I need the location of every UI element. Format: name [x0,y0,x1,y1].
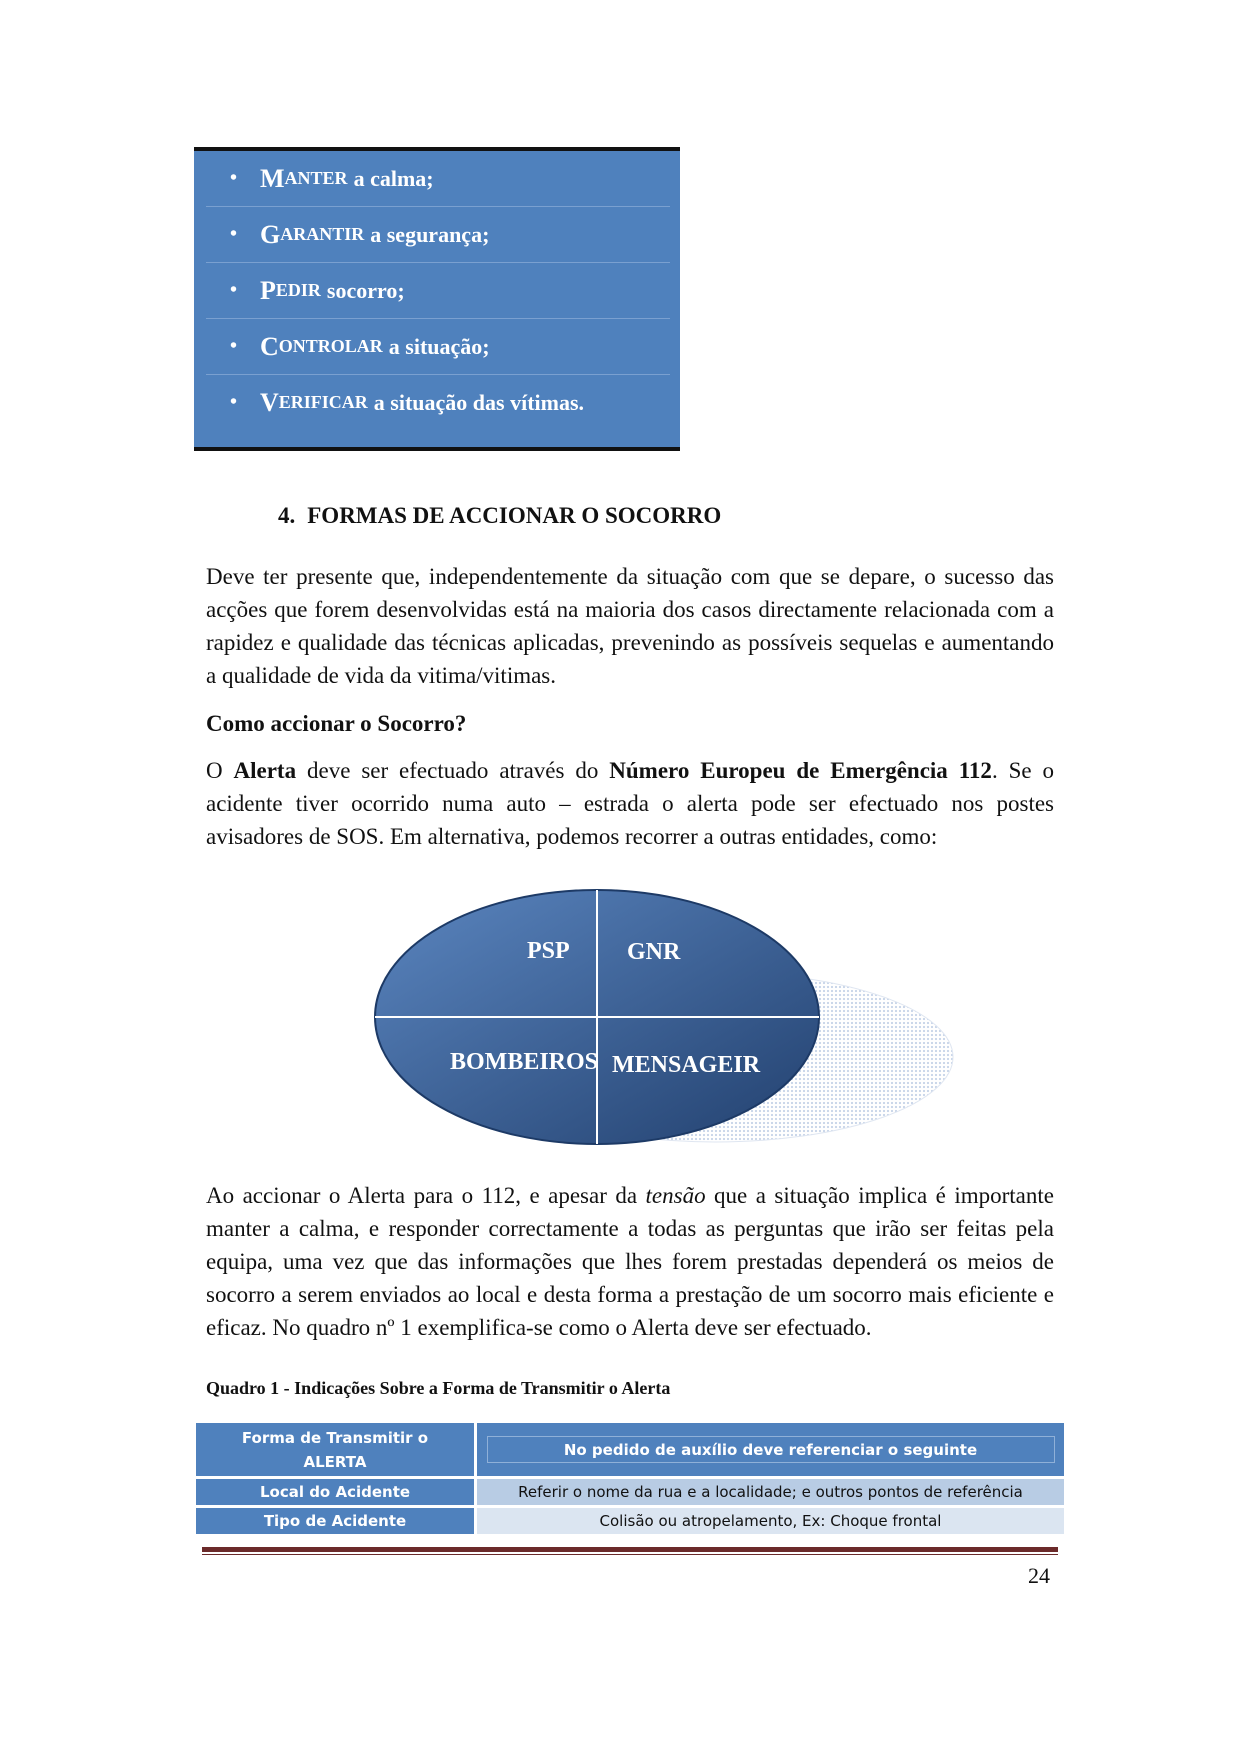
step-initial: V [260,387,279,417]
step-text: socorro; [326,277,405,303]
text-run: . Se o acidente tiver ocorrido numa auto – estrada o alerta pode ser efectuado nos postes avisadores de SOS. Em alternativa, podemos recorrer a outras entidades, como: [206,758,1054,849]
step-text: a segurança; [370,221,490,247]
step-keyword: ARANTIR [280,224,365,244]
step-item [206,319,670,375]
intro-paragraph: Deve ter presente que, independentemente da situação com que se depare, o sucesso das acções que forem desenvolvidas está na maioria dos casos directamente relacionada com a rapidez e qualidade das técnicas aplicadas, prevenindo as possíveis sequelas e aumentando a qualidade de vida da vitima/vitimas. [206,564,1054,688]
bullet-icon: • [230,391,238,413]
diagram-label-bombeiros: BOMBEIROS [450,1049,599,1075]
bold-run: Alerta [233,758,297,783]
text-run: O [206,758,234,783]
steps-list [194,151,680,430]
header-right-text: No pedido de auxílio deve referenciar o seguinte [487,1436,1055,1463]
step-initial: P [260,275,276,305]
table-row [196,1479,1064,1505]
diagram-label-mensageiro: MENSAGEIR [612,1052,761,1078]
footer-rule [202,1547,1058,1552]
step-initial: G [260,219,281,249]
step-item [206,375,670,430]
row-label: Tipo de Acidente [196,1508,474,1534]
row-value: Referir o nome da rua e a localidade; e outros pontos de referência [477,1479,1064,1505]
bullet-icon: • [230,223,238,245]
row-value: Colisão ou atropelamento, Ex: Choque frontal [477,1508,1064,1534]
alert-table [196,1423,1064,1537]
step-text: a situação das vítimas. [373,389,585,415]
step-item [206,151,670,207]
steps-box [194,147,680,451]
page-number: 24 [1028,1563,1050,1588]
text-run: deve ser efectuado através do [296,758,610,783]
header-left-line2: ALERTA [303,1452,367,1471]
step-item [206,207,670,263]
step-keyword: ONTROLAR [278,336,383,356]
text-run: que a situação implica é importante manter a calma, e responder correctamente a todas as perguntas que irão ser feitas pela equipa, uma vez que das informações que lhes forem prestadas dependerá os meios de socorro a serem enviados ao local e desta forma a prestação de um socorro mais eficiente e eficaz. No quadro nº 1 exemplifica-se como o Alerta deve ser efectuado. [206,1183,1054,1340]
step-text: a situação; [388,333,490,359]
section-number: 4. [278,503,296,528]
bold-run: Número Europeu de Emergência 112 [609,758,992,783]
table-header-row [196,1423,1064,1476]
step-keyword: EDIR [275,280,321,300]
step-keyword: ERIFICAR [278,392,368,412]
table-header-left [196,1423,474,1476]
footer-rule-thin [202,1554,1058,1555]
section-heading [278,503,721,529]
subheading: Como accionar o Socorro? [206,711,467,736]
bullet-icon: • [230,279,238,301]
text-run: Ao accionar o Alerta para o 112, e apesar da [206,1183,646,1208]
alert-paragraph [206,754,1054,853]
step-item [206,263,670,319]
bullet-icon: • [230,167,238,189]
entities-diagram [370,885,960,1150]
step-initial: M [260,163,285,193]
step-initial: C [260,331,279,361]
section-title: FORMAS DE ACCIONAR O SOCORRO [307,503,722,528]
table-caption: Quadro 1 - Indicações Sobre a Forma de Transmitir o Alerta [206,1378,671,1398]
diagram-label-psp: PSP [527,938,570,964]
table-row [196,1508,1064,1534]
table-header-right [477,1423,1064,1476]
step-text: a calma; [353,165,434,191]
row-label: Local do Acidente [196,1479,474,1505]
bullet-icon: • [230,335,238,357]
italic-run: tensão [645,1183,706,1208]
instructions-paragraph [206,1179,1054,1344]
header-left-line1: Forma de Transmitir o [241,1428,429,1447]
step-keyword: ANTER [284,168,348,188]
diagram-label-gnr: GNR [627,939,681,965]
